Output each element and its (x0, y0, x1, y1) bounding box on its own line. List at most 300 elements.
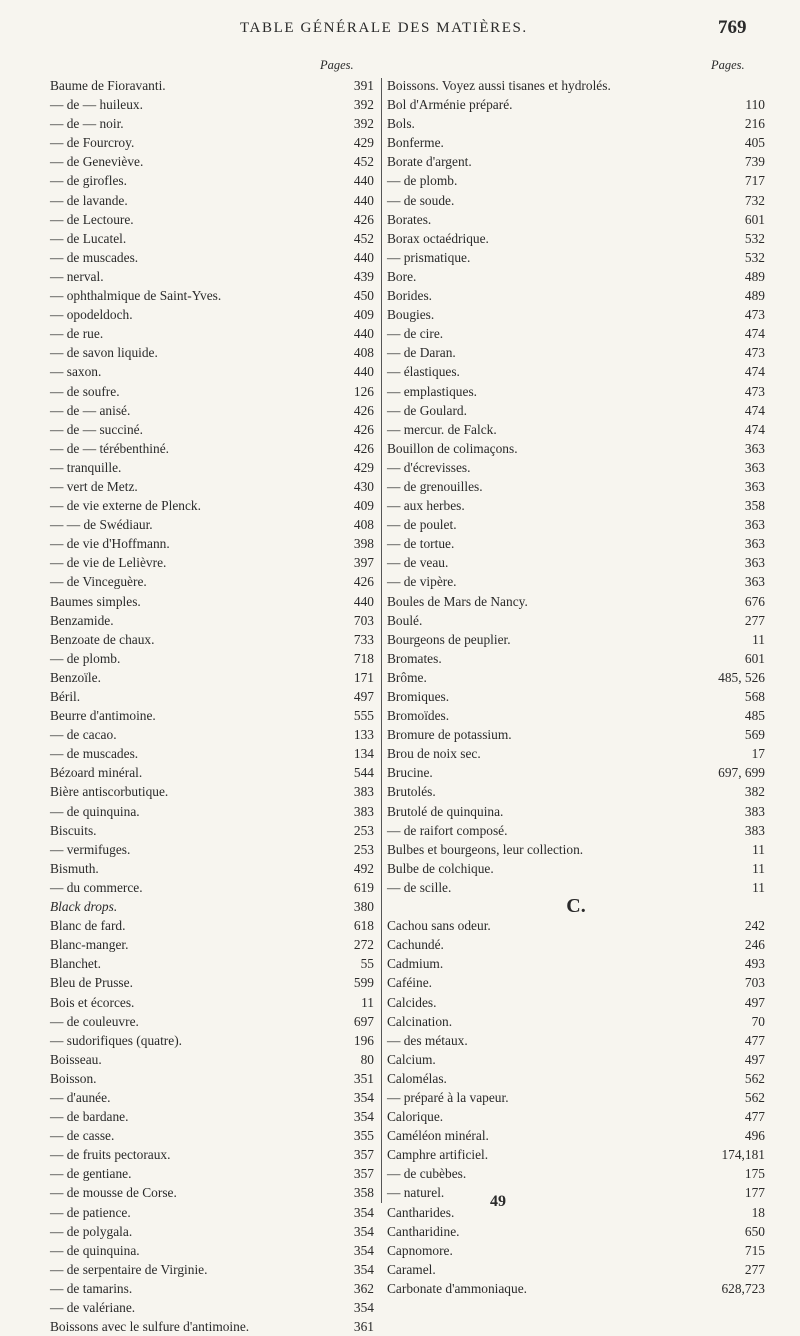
entry-term: — de Goulard. (387, 402, 467, 418)
index-entry (387, 420, 765, 439)
entry-page-number: 739 (744, 154, 765, 170)
entry-term: Borax octaédrique. (387, 230, 489, 246)
entry-term: — de rue. (50, 326, 104, 342)
entry-term: Bière antiscorbutique. (50, 784, 169, 800)
entry-page-number: 426 (353, 402, 374, 418)
entry-page-number: 473 (744, 307, 765, 323)
entry-page-number: 426 (353, 574, 374, 590)
entry-page-number: 80 (360, 1051, 374, 1067)
entry-term: — mercur. de Falck. (387, 421, 497, 437)
index-entry (50, 496, 380, 515)
entry-page-number: 253 (353, 841, 374, 857)
entry-page-number: 496 (744, 1128, 765, 1144)
entry-term: — de Daran. (387, 345, 456, 361)
index-entry (387, 439, 765, 458)
entry-term: — de Geneviève. (50, 154, 144, 170)
index-entry (50, 382, 380, 401)
entry-page-number: 703 (744, 975, 765, 991)
index-entry (50, 802, 380, 821)
index-entry (50, 725, 380, 744)
index-entry (387, 534, 765, 553)
entry-page-number: 358 (353, 1185, 374, 1201)
index-entry (50, 1317, 380, 1336)
index-entry (50, 744, 380, 763)
column-divider (381, 78, 382, 1203)
entry-term: Bleu de Prusse. (50, 975, 133, 991)
entry-term: Bougies. (387, 307, 435, 323)
index-entry (387, 133, 765, 152)
entry-page-number: 409 (353, 498, 374, 514)
entry-term: — de cubèbes. (387, 1166, 467, 1182)
index-entry (387, 76, 765, 95)
entry-term: — — de Swédiaur. (50, 517, 153, 533)
entry-page-number: 440 (353, 173, 374, 189)
index-entry (50, 534, 380, 553)
entry-term: — aux herbes. (387, 498, 465, 514)
entry-term: Brucine. (387, 765, 433, 781)
entry-term: — de lavande. (50, 192, 128, 208)
index-entry (387, 649, 765, 668)
index-entry (387, 458, 765, 477)
entry-term: — d'aunée. (50, 1089, 111, 1105)
entry-page-number: 363 (744, 459, 765, 475)
entry-page-number: 277 (744, 1261, 765, 1277)
index-entry (387, 401, 765, 420)
entry-term: Bromure de potassium. (387, 727, 512, 743)
index-entry (387, 1260, 765, 1279)
entry-term: Cantharidine. (387, 1223, 460, 1239)
entry-term: — préparé à la vapeur. (387, 1089, 509, 1105)
index-entry (50, 305, 380, 324)
section-letter-label: C. (566, 895, 586, 918)
index-entry (387, 496, 765, 515)
index-entry (387, 515, 765, 534)
entry-term: Bromates. (387, 650, 442, 666)
entry-term: Calcination. (387, 1013, 453, 1029)
entry-page-number: 354 (353, 1089, 374, 1105)
entry-page-number: 133 (353, 727, 374, 743)
entry-page-number: 439 (353, 268, 374, 284)
entry-term: — de polygala. (50, 1223, 133, 1239)
entry-page-number: 363 (744, 555, 765, 571)
index-entry (387, 630, 765, 649)
index-entry (50, 630, 380, 649)
entry-page-number: 357 (353, 1147, 374, 1163)
index-entry (387, 267, 765, 286)
entry-page-number: 477 (744, 1032, 765, 1048)
index-entry (50, 171, 380, 190)
entry-page-number: 358 (744, 498, 765, 514)
index-entry (387, 1126, 765, 1145)
entry-page-number: 717 (744, 173, 765, 189)
index-entry (50, 343, 380, 362)
entry-page-number: 492 (353, 860, 374, 876)
index-entry (387, 1050, 765, 1069)
entry-term: — de — térébenthiné. (50, 440, 169, 456)
entry-term: Bromoïdes. (387, 708, 450, 724)
entry-term: Bol d'Arménie préparé. (387, 97, 513, 113)
signature-mark: 49 (490, 1193, 506, 1210)
entry-page-number: 405 (744, 135, 765, 151)
entry-page-number: 11 (752, 860, 765, 876)
index-entry (50, 267, 380, 286)
entry-term: Calomélas. (387, 1070, 447, 1086)
entry-page-number: 703 (353, 612, 374, 628)
index-entry (387, 973, 765, 992)
entry-page-number: 355 (353, 1128, 374, 1144)
index-entry (50, 95, 380, 114)
entry-term: Capnomore. (387, 1242, 453, 1258)
index-entry (387, 382, 765, 401)
entry-term: Carbonate d'ammoniaque. (387, 1280, 527, 1296)
entry-term: — de cacao. (50, 727, 117, 743)
entry-page-number: 362 (353, 1280, 374, 1296)
index-entry (387, 477, 765, 496)
index-entry (50, 878, 380, 897)
entry-page-number: 354 (353, 1223, 374, 1239)
index-entry (50, 477, 380, 496)
entry-term: — de bardane. (50, 1109, 129, 1125)
entry-term: Cachundé. (387, 937, 444, 953)
index-entry (387, 191, 765, 210)
index-entry (50, 993, 380, 1012)
index-entry (50, 191, 380, 210)
index-entry (387, 1241, 765, 1260)
entry-term: Boulé. (387, 612, 423, 628)
entry-page-number: 357 (353, 1166, 374, 1182)
index-entry (387, 1279, 765, 1298)
entry-term: Baumes simples. (50, 593, 141, 609)
section-letter (387, 897, 765, 916)
entry-page-number: 474 (744, 326, 765, 342)
entry-page-number: 532 (744, 249, 765, 265)
index-entry (50, 458, 380, 477)
entry-term: Béril. (50, 689, 81, 704)
entry-page-number: 440 (353, 249, 374, 265)
entry-page-number: 430 (353, 478, 374, 494)
index-entry (50, 859, 380, 878)
entry-term: — de vie d'Hoffmann. (50, 536, 170, 552)
index-entry (50, 1088, 380, 1107)
entry-term: — de Fourcroy. (50, 135, 135, 151)
entry-term: Borate d'argent. (387, 154, 472, 170)
entry-term: Boissons. Voyez aussi tisanes et hydrolés. (387, 78, 611, 93)
entry-term: — de muscades. (50, 249, 139, 265)
entry-page-number: 177 (744, 1185, 765, 1201)
entry-term: — de muscades. (50, 746, 139, 762)
index-entry (50, 1222, 380, 1241)
index-entry (387, 916, 765, 935)
index-entry (50, 1126, 380, 1145)
index-entry (50, 668, 380, 687)
entry-term: — de valériane. (50, 1300, 136, 1315)
entry-page-number: 408 (353, 517, 374, 533)
entry-page-number: 11 (361, 994, 374, 1010)
entry-term: Bonferme. (387, 135, 444, 151)
entry-page-number: 489 (744, 288, 765, 304)
entry-page-number: 408 (353, 345, 374, 361)
entry-page-number: 392 (353, 97, 374, 113)
index-entry (387, 763, 765, 782)
index-entry (50, 954, 380, 973)
entry-term: — de cire. (387, 326, 444, 342)
entry-term: Bulbe de colchique. (387, 860, 494, 876)
entry-term: — opodeldoch. (50, 307, 133, 323)
entry-page-number: 18 (751, 1204, 765, 1220)
index-entry (387, 1069, 765, 1088)
index-entry (50, 821, 380, 840)
entry-term: Brutolés. (387, 784, 436, 800)
entry-term: Bouillon de colimaçons. (387, 440, 518, 456)
entry-page-number: 474 (744, 364, 765, 380)
entry-term: Camphre artificiel. (387, 1147, 489, 1163)
entry-page-number: 11 (752, 631, 765, 647)
entry-page-number: 11 (752, 841, 765, 857)
entry-page-number: 497 (353, 689, 374, 704)
entry-page-number: 354 (353, 1109, 374, 1125)
index-entry (50, 897, 380, 916)
entry-page-number: 718 (353, 650, 374, 666)
index-entry (387, 1145, 765, 1164)
entry-term: Blanchet. (50, 956, 101, 972)
index-entry (387, 782, 765, 801)
entry-term: — de soude. (387, 192, 455, 208)
index-entry (387, 572, 765, 591)
entry-page-number: 599 (353, 975, 374, 991)
index-entry-list (50, 76, 380, 1336)
entry-page-number: 732 (744, 192, 765, 208)
entry-page-number: 382 (744, 784, 765, 800)
index-entry (50, 152, 380, 171)
entry-page-number: 562 (744, 1070, 765, 1086)
index-entry (50, 611, 380, 630)
entry-page-number: 110 (745, 97, 765, 113)
index-entry (50, 1164, 380, 1183)
entry-term: — de Vinceguère. (50, 574, 147, 590)
entry-page-number: 361 (353, 1319, 374, 1335)
index-entry (387, 210, 765, 229)
index-entry (50, 114, 380, 133)
entry-term: Black drops. (50, 899, 118, 915)
index-entry (50, 916, 380, 935)
entry-page-number: 697 (353, 1013, 374, 1029)
pages-column-heading: Pages. (711, 58, 745, 72)
entry-page-number: 426 (353, 211, 374, 227)
entry-term: — de grenouilles. (387, 478, 483, 494)
entry-term: Benzoïle. (50, 669, 101, 685)
entry-page-number: 277 (744, 612, 765, 628)
entry-page-number: 697, 699 (718, 765, 765, 781)
index-entry (50, 1260, 380, 1279)
entry-term: Bore. (387, 268, 417, 284)
entry-page-number: 383 (744, 803, 765, 819)
entry-page-number: 397 (353, 555, 374, 571)
entry-term: — de scille. (387, 879, 452, 895)
index-entry (387, 1164, 765, 1183)
entry-term: — de plomb. (50, 650, 121, 666)
index-entry (50, 782, 380, 801)
entry-page-number: 489 (744, 268, 765, 284)
entry-term: Bulbes et bourgeons, leur collection. (387, 841, 584, 857)
entry-page-number: 216 (744, 116, 765, 132)
entry-term: Blanc de fard. (50, 918, 126, 934)
entry-page-number: 485 (744, 708, 765, 724)
entry-term: — ophthalmique de Saint-Yves. (50, 288, 222, 304)
index-entry (387, 1107, 765, 1126)
entry-page-number: 477 (744, 1109, 765, 1125)
entry-page-number: 409 (353, 307, 374, 323)
entry-page-number: 426 (353, 440, 374, 456)
entry-page-number: 440 (353, 326, 374, 342)
entry-term: — naturel. (387, 1185, 445, 1201)
index-entry (387, 229, 765, 248)
entry-term: — de couleuvre. (50, 1013, 139, 1029)
index-entry (50, 763, 380, 782)
page-header-title: TABLE GÉNÉRALE DES MATIÈRES. (240, 20, 528, 36)
entry-term: — de — noir. (50, 116, 124, 132)
index-entry (50, 1298, 380, 1317)
entry-page-number: 398 (353, 536, 374, 552)
entry-term: — de plomb. (387, 173, 458, 189)
index-entry (387, 1088, 765, 1107)
entry-page-number: 473 (744, 345, 765, 361)
index-entry (50, 248, 380, 267)
entry-term: — de soufre. (50, 383, 120, 399)
entry-page-number: 354 (353, 1242, 374, 1258)
entry-page-number: 363 (744, 517, 765, 533)
entry-term: — des métaux. (387, 1032, 468, 1048)
entry-page-number: 544 (353, 765, 374, 781)
entry-term: Caméléon minéral. (387, 1128, 489, 1144)
entry-term: Bois et écorces. (50, 994, 135, 1010)
index-entry (387, 248, 765, 267)
entry-page-number: 452 (353, 154, 374, 170)
entry-page-number: 562 (744, 1089, 765, 1105)
entry-page-number: 429 (353, 135, 374, 151)
entry-term: Boules de Mars de Nancy. (387, 593, 528, 609)
entry-term: — de Lucatel. (50, 230, 127, 246)
entry-term: Caramel. (387, 1261, 436, 1277)
entry-page-number: 380 (353, 899, 374, 915)
entry-term: Calcides. (387, 994, 437, 1010)
index-entry (387, 687, 765, 706)
index-entry (50, 286, 380, 305)
pages-column-heading: Pages. (320, 58, 354, 72)
entry-term: Brou de noix sec. (387, 746, 481, 762)
entry-term: — de mousse de Corse. (50, 1185, 177, 1201)
entry-term: Calorique. (387, 1109, 444, 1125)
entry-page-number: 196 (353, 1032, 374, 1048)
entry-page-number: 126 (353, 383, 374, 399)
entry-term: Cachou sans odeur. (387, 918, 491, 934)
entry-page-number: 474 (744, 421, 765, 437)
entry-term: Caféine. (387, 975, 432, 991)
entry-page-number: 618 (353, 918, 374, 934)
index-entry (50, 133, 380, 152)
entry-term: — de — succiné. (50, 421, 143, 437)
entry-term: — de quinquina. (50, 803, 140, 819)
entry-term: — vert de Metz. (50, 478, 138, 494)
entry-term: — de fruits pectoraux. (50, 1147, 171, 1163)
entry-page-number: 676 (744, 593, 765, 609)
entry-term: — tranquille. (50, 459, 122, 475)
index-entry (387, 362, 765, 381)
index-entry (50, 1279, 380, 1298)
index-entry (50, 973, 380, 992)
index-entry (387, 152, 765, 171)
index-entry (387, 171, 765, 190)
entry-page-number: 429 (353, 459, 374, 475)
entry-term: — de tamarins. (50, 1280, 133, 1296)
entry-term: Bismuth. (50, 860, 99, 876)
entry-term: Benzoate de chaux. (50, 631, 155, 647)
entry-page-number: 354 (353, 1261, 374, 1277)
index-entry (50, 1050, 380, 1069)
entry-term: — de raifort composé. (387, 822, 508, 838)
index-entry (50, 687, 380, 706)
index-entry (387, 935, 765, 954)
index-entry (387, 286, 765, 305)
entry-term: — emplastiques. (387, 383, 478, 399)
index-entry (50, 1069, 380, 1088)
entry-term: Boisson. (50, 1070, 97, 1086)
entry-term: — de — huileux. (50, 97, 143, 113)
index-entry (387, 668, 765, 687)
entry-term: — de poulet. (387, 517, 457, 533)
entry-term: Cadmium. (387, 956, 444, 972)
entry-page-number: 601 (744, 650, 765, 666)
index-entry (387, 324, 765, 343)
entry-term: Brutolé de quinquina. (387, 803, 504, 819)
index-entry (50, 401, 380, 420)
index-entry (387, 553, 765, 572)
entry-page-number: 253 (353, 822, 374, 838)
entry-term: Beurre d'antimoine. (50, 708, 156, 724)
index-entry (387, 954, 765, 973)
entry-term: Biscuits. (50, 822, 97, 838)
index-entry (50, 1183, 380, 1202)
entry-term: Brôme. (387, 669, 427, 685)
entry-term: Borides. (387, 288, 433, 304)
entry-page-number: 532 (744, 230, 765, 246)
entry-page-number: 733 (353, 631, 374, 647)
index-entry (50, 1241, 380, 1260)
index-entry (50, 229, 380, 248)
index-entry (387, 1222, 765, 1241)
index-entry (387, 343, 765, 362)
entry-term: — vermifuges. (50, 841, 131, 857)
entry-page-number: 569 (744, 727, 765, 743)
entry-page-number: 383 (744, 822, 765, 838)
entry-page-number: 134 (353, 746, 374, 762)
index-entry (50, 649, 380, 668)
entry-page-number: 392 (353, 116, 374, 132)
entry-term: — de Lectoure. (50, 211, 134, 227)
index-entry (387, 840, 765, 859)
entry-page-number: 171 (353, 669, 374, 685)
index-entry (387, 1012, 765, 1031)
entry-page-number: 11 (752, 879, 765, 895)
entry-page-number: 474 (744, 402, 765, 418)
entry-term: — de serpentaire de Virginie. (50, 1261, 208, 1277)
entry-term: — de savon liquide. (50, 345, 158, 361)
entry-page-number: 601 (744, 211, 765, 227)
entry-term: — de — anisé. (50, 402, 131, 418)
entry-page-number: 175 (744, 1166, 765, 1182)
index-entry (387, 993, 765, 1012)
entry-page-number: 715 (744, 1242, 765, 1258)
entry-page-number: 497 (744, 1051, 765, 1067)
